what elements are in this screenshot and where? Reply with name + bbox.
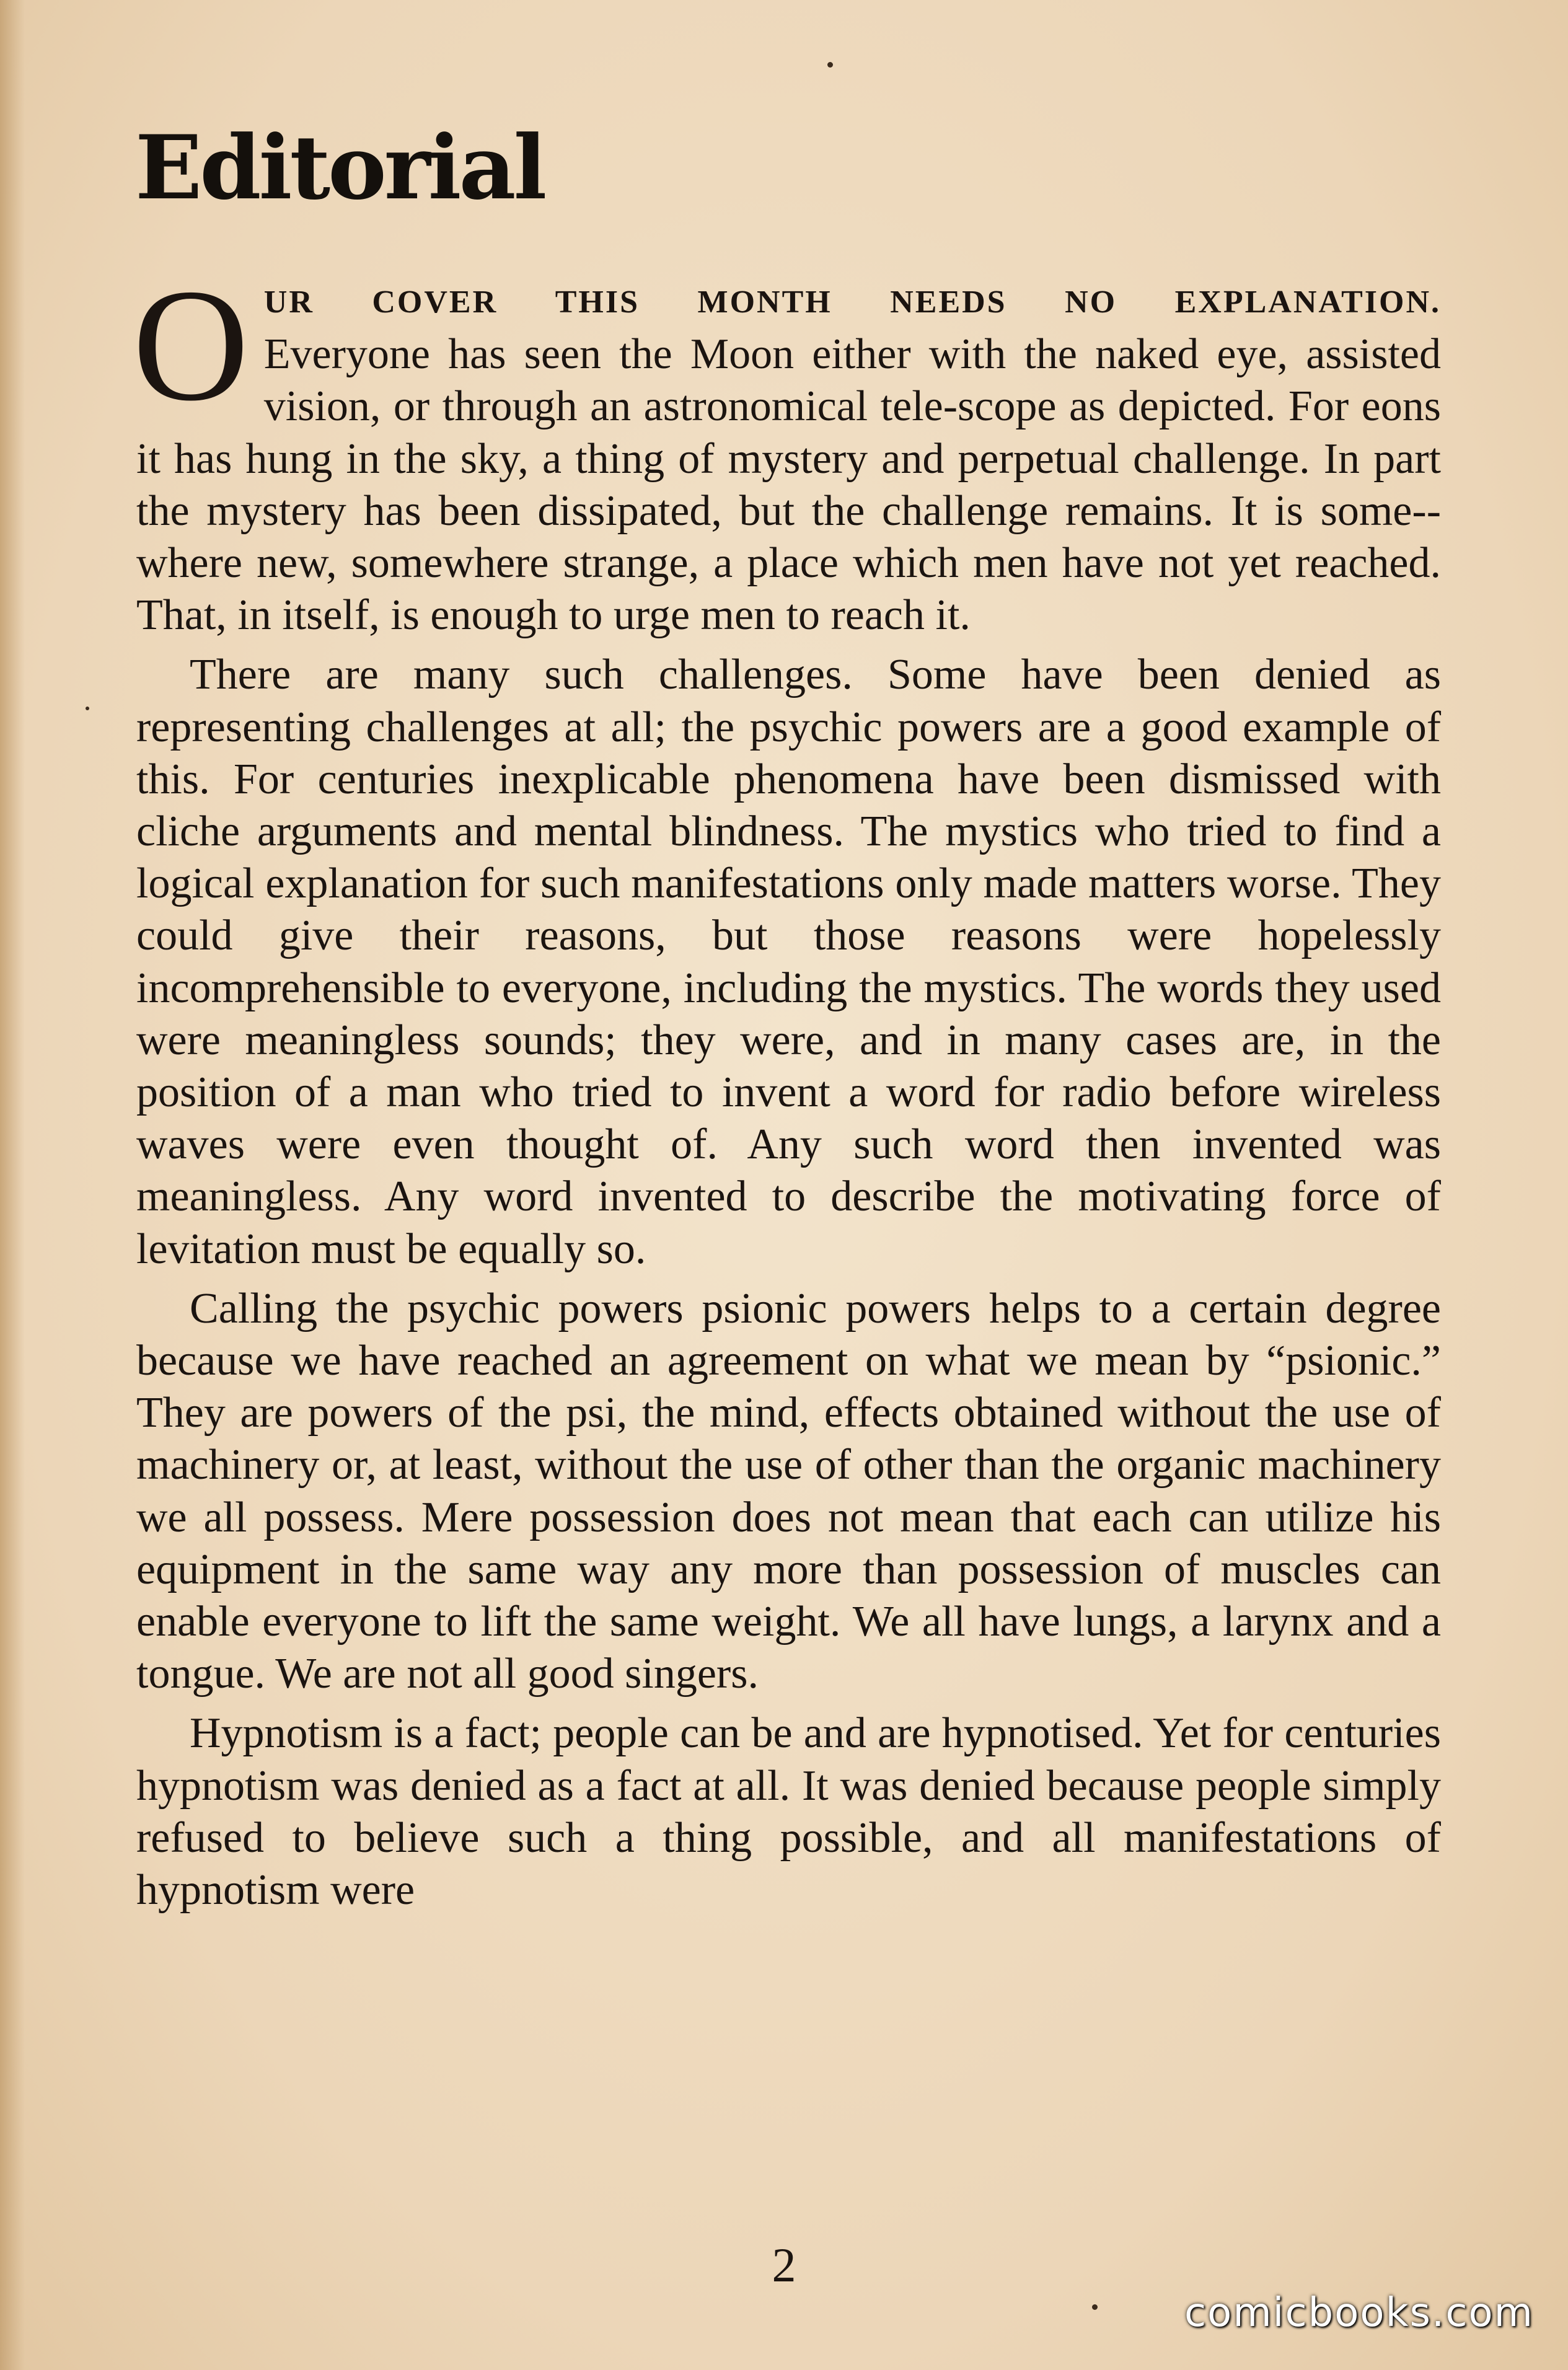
paper-speck [1092, 2304, 1098, 2310]
article-paragraph-3: Calling the psychic powers psionic powers helps to a certain degree because we have reached an agreement on what we mean by “psionic.” They are powers of the psi, the mind, effects obtained without the use of machinery or, at least, without the use of other than the organic machinery we all possess. Mere possession does not mean that each can utilize his equipment in the same way any more than possession of muscles can enable everyone to lift the same weight. We all have lungs, a larynx and a tongue. We are not all good singers. [136, 1284, 1441, 1698]
article-body [133, 256, 1441, 1924]
drop-cap: O [133, 256, 249, 434]
paper-speck [86, 707, 89, 710]
paragraph-1-text: Everyone has seen the Moon either with the naked eye, assisted vision, or through an astronomical tele-scope as depicted. For eons it has hung in the sky, a thing of mystery and perpetual challenge. In part the mystery has been dissipated, but the challenge remains. It is some-where new, somewhere strange, a place which men have not yet reached. That, in itself, is enough to urge men to reach it. [136, 330, 1441, 640]
page-title: Editorial [135, 117, 545, 219]
article-paragraph-4: Hypnotism is a fact; people can be and are hypnotised. Yet for centuries hypnotism was denied as a fact at all. It was denied because people simply refused to believe such a thing possible, and all manifestations of hypnotism were [136, 1709, 1441, 1914]
site-watermark: comicbooks.com [1184, 2290, 1534, 2336]
lead-in-text: UR COVER THIS MONTH NEEDS NO EXPLANATION. [263, 284, 1441, 320]
paper-edge-shadow [0, 0, 25, 2370]
page-number: 2 [772, 2238, 796, 2292]
article-paragraph-1 [133, 256, 1441, 641]
paper-speck [827, 62, 833, 68]
article-paragraph-2: There are many such challenges. Some have been denied as representing challenges at all; the psychic powers are a good example of this. For centuries inexplicable phenomena have been dismissed with cliche arguments and mental blindness. The mystics who tried to find a logical explanation for such manifestations only made matters worse. They could give their reasons, but those reasons were hopelessly incomprehensible to everyone, including the mystics. The words they used were meaningless sounds; they were, and in many cases are, in the position of a man who tried to invent a word for radio before wireless waves were even thought of. Any such word then invented was meaningless. Any word invented to describe the motivating force of levitation must be equally so. [136, 651, 1441, 1273]
